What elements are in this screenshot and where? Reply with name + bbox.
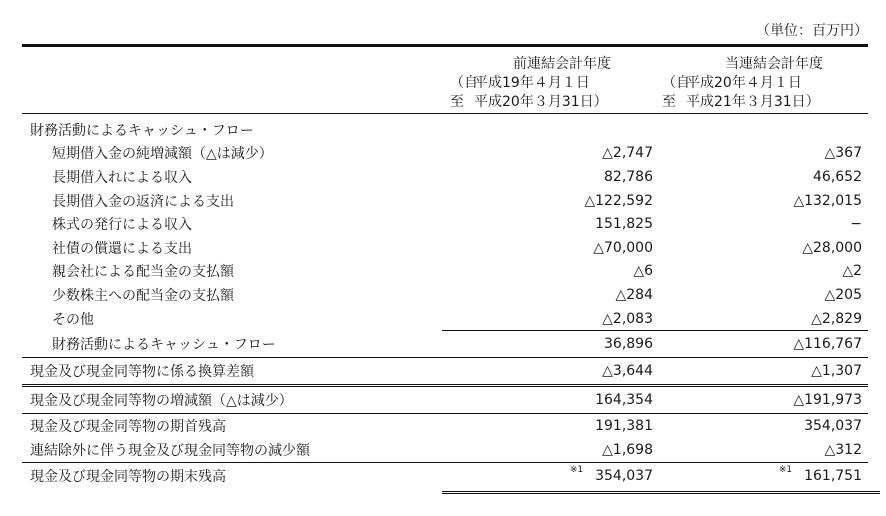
- subtotal-row: [22, 331, 868, 358]
- prev-value: △70,000: [593, 239, 653, 256]
- net-change-row: [22, 386, 868, 414]
- row-label: 少数株主への配当金の支払額: [52, 287, 234, 304]
- curr-from-date: 平成20年４月１日: [686, 75, 802, 91]
- table-row: [22, 307, 868, 331]
- prev-value: 354,037: [595, 467, 653, 484]
- row-label: 社債の償還による支出: [52, 240, 192, 257]
- row-label: その他: [52, 311, 94, 328]
- curr-from-mark: （自: [662, 75, 690, 91]
- prev-value: △6: [633, 263, 653, 280]
- row-label: 現金及び現金同等物の期末残高: [22, 462, 442, 489]
- curr-value: △132,015: [793, 192, 862, 209]
- row-label: 親会社による配当金の支払額: [52, 264, 234, 281]
- table-row: [22, 165, 868, 189]
- row-label: 短期借入金の純増減額（△は減少）: [52, 146, 273, 163]
- prev-value: △1,698: [602, 441, 653, 458]
- prev-period-to: [442, 93, 656, 112]
- curr-period-title: 当連結会計年度: [725, 56, 823, 72]
- curr-value: 161,751: [804, 467, 862, 484]
- curr-value: △1,307: [655, 358, 868, 386]
- prev-to-mark: 至: [450, 94, 464, 110]
- row-label: 株式の発行による収入: [52, 217, 192, 234]
- subtotal-label: 財務活動によるキャッシュ・フロー: [52, 337, 276, 354]
- prev-from-date: 平成19年４月１日: [474, 75, 590, 91]
- bottom-rule: [442, 491, 880, 494]
- beginning-balance-row: [22, 414, 868, 438]
- curr-period-header: [654, 55, 868, 112]
- table-row: [22, 142, 868, 166]
- ending-balance-row: [22, 462, 868, 489]
- row-label: 現金及び現金同等物の増減額（△は減少）: [22, 386, 442, 414]
- prev-value-cell: [442, 462, 655, 489]
- row-label: 現金及び現金同等物の期首残高: [22, 414, 442, 438]
- row-label: 現金及び現金同等物に係る換算差額: [22, 358, 442, 386]
- header-rule: [22, 113, 868, 114]
- prev-value: △3,644: [442, 358, 655, 386]
- cash-flow-table: [22, 118, 868, 489]
- prev-to-date: 平成20年３月31日）: [474, 94, 608, 110]
- prev-value: 151,825: [595, 216, 653, 233]
- table-row: [22, 236, 868, 260]
- section-heading: 財務活動によるキャッシュ・フロー: [30, 122, 254, 139]
- prev-value: 191,381: [442, 414, 655, 438]
- deconsolidation-row: [22, 438, 868, 462]
- table-row: [22, 212, 868, 236]
- column-header: [22, 47, 868, 113]
- prev-value: 36,896: [442, 331, 655, 358]
- prev-value: △2,747: [602, 145, 653, 162]
- curr-to-mark: 至: [662, 94, 676, 110]
- prev-value: △284: [615, 286, 653, 303]
- curr-value: △191,973: [655, 386, 868, 414]
- table-row: [22, 189, 868, 213]
- row-label: 長期借入金の返済による支出: [52, 193, 234, 210]
- curr-value: △2,829: [811, 310, 862, 327]
- cash-flow-statement: [22, 44, 868, 494]
- footnote-mark: ※1: [569, 464, 584, 475]
- curr-value: △2: [842, 263, 862, 280]
- curr-value: △312: [824, 441, 862, 458]
- prev-value: △122,592: [584, 192, 653, 209]
- prev-value: 164,354: [442, 386, 655, 414]
- prev-period-header: [442, 55, 656, 112]
- curr-value: △367: [824, 145, 862, 162]
- prev-period-title: 前連結会計年度: [513, 56, 611, 72]
- curr-period-from: [654, 74, 868, 93]
- prev-period-from: [442, 74, 656, 93]
- unit-label: （単位：百万円）: [756, 23, 868, 39]
- curr-value: −: [850, 216, 862, 233]
- row-label: 連結除外に伴う現金及び現金同等物の減少額: [30, 442, 310, 459]
- curr-value: △28,000: [802, 239, 862, 256]
- prev-from-mark: （自: [450, 75, 478, 91]
- fx-effect-row: [22, 358, 868, 386]
- curr-value: △205: [824, 286, 862, 303]
- section-heading-row: [22, 118, 868, 142]
- row-label: 長期借入れによる収入: [52, 169, 192, 186]
- prev-value: △2,083: [602, 310, 653, 327]
- curr-value: 46,652: [813, 168, 862, 185]
- curr-value: △116,767: [655, 331, 868, 358]
- curr-value-cell: [655, 462, 868, 489]
- table-row: [22, 260, 868, 284]
- curr-value: 354,037: [655, 414, 868, 438]
- table-row: [22, 283, 868, 307]
- prev-value: 82,786: [604, 168, 653, 185]
- curr-to-date: 平成21年３月31日）: [686, 94, 820, 110]
- curr-period-to: [654, 93, 868, 112]
- footnote-mark: ※1: [778, 464, 793, 475]
